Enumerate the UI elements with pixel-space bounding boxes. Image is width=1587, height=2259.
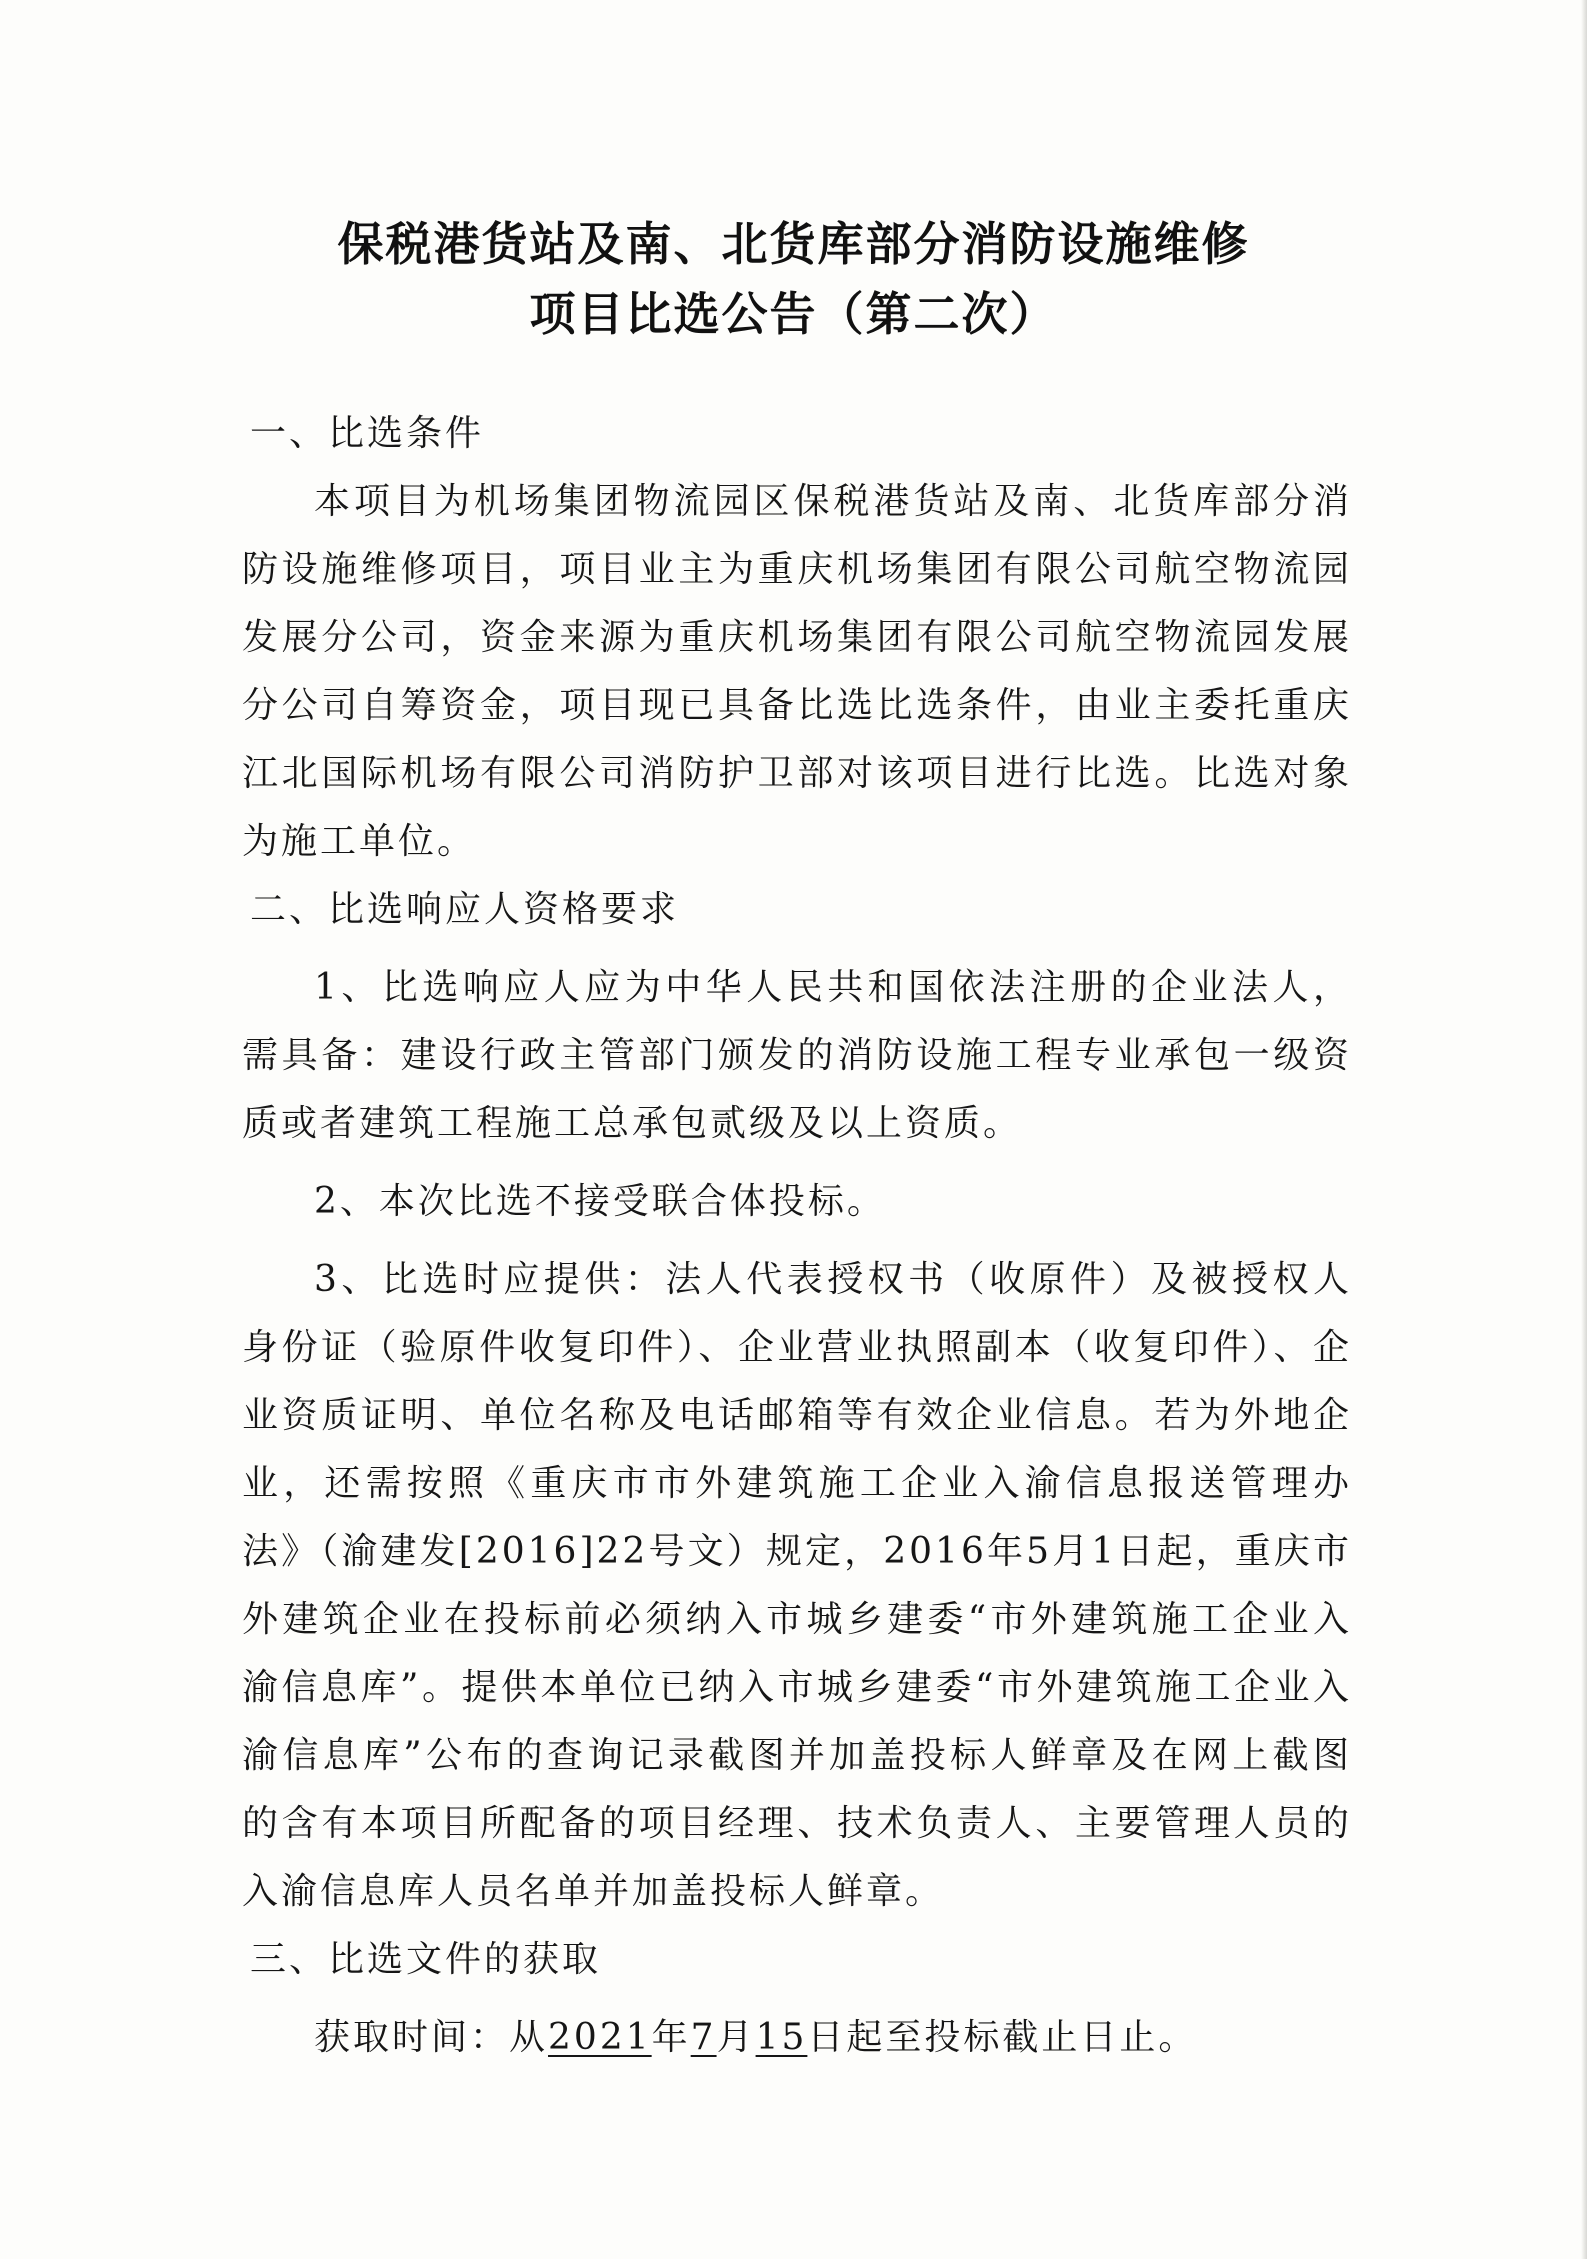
- section-2-item-2: 2、本次比选不接受联合体投标。: [314, 1181, 886, 1222]
- acquisition-time-line: [242, 2004, 1352, 2072]
- document-title-line-2: 项目比选公告（第二次）: [529, 287, 1058, 341]
- acquisition-time-tail: 日起至投标截止日止。: [807, 2017, 1198, 2058]
- section-2-heading: 二、比选响应人资格要求: [250, 889, 680, 930]
- section-3-heading: 三、比选文件的获取: [250, 1939, 602, 1980]
- acquisition-month: 7: [690, 2017, 717, 2058]
- acquisition-month-unit: 月: [716, 2017, 756, 2058]
- acquisition-year-unit: 年: [651, 2017, 691, 2058]
- document-body: [242, 400, 1352, 2072]
- section-1-heading: 一、比选条件: [250, 413, 485, 454]
- acquisition-time-label: 获取时间：从: [314, 2017, 549, 2058]
- acquisition-year: 2021: [548, 2017, 652, 2058]
- document-title-line-1: 保税港货站及南、北货库部分消防设施维修: [337, 217, 1250, 271]
- scan-edge-shadow: [1581, 0, 1587, 2259]
- section-1-paragraph: 本项目为机场集团物流园区保税港货站及南、北货库部分消防设施维修项目，项目业主为重庆机场集团有限公司航空物流园发展分公司，资金来源为重庆机场集团有限公司航空物流园发展分公司自筹资金，项目现已具备比选比选条件，由业主委托重庆江北国际机场有限公司消防护卫部对该项目进行比选。比选对象为施工单位。: [242, 481, 1352, 862]
- acquisition-day: 15: [755, 2017, 808, 2058]
- section-2-item-1: 1、比选响应人应为中华人民共和国依法注册的企业法人，需具备：建设行政主管部门颁发的消防设施工程专业承包一级资质或者建筑工程施工总承包贰级及以上资质。: [242, 967, 1352, 1144]
- section-2-item-3: 3、比选时应提供：法人代表授权书（收原件）及被授权人身份证（验原件收复印件）、企业营业执照副本（收复印件）、企业资质证明、单位名称及电话邮箱等有效企业信息。若为外地企业，还需按照《重庆市市外建筑施工企业入渝信息报送管理办法》（渝建发[2016]22号文）规定，2016年5月1日起，重庆市外建筑企业在投标前必须纳入市城乡建委“市外建筑施工企业入渝信息库”。提供本单位已纳入市城乡建委“市外建筑施工企业入渝信息库”公布的查询记录截图并加盖投标人鲜章及在网上截图的含有本项目所配备的项目经理、技术负责人、主要管理人员的入渝信息库人员名单并加盖投标人鲜章。: [242, 1259, 1352, 1912]
